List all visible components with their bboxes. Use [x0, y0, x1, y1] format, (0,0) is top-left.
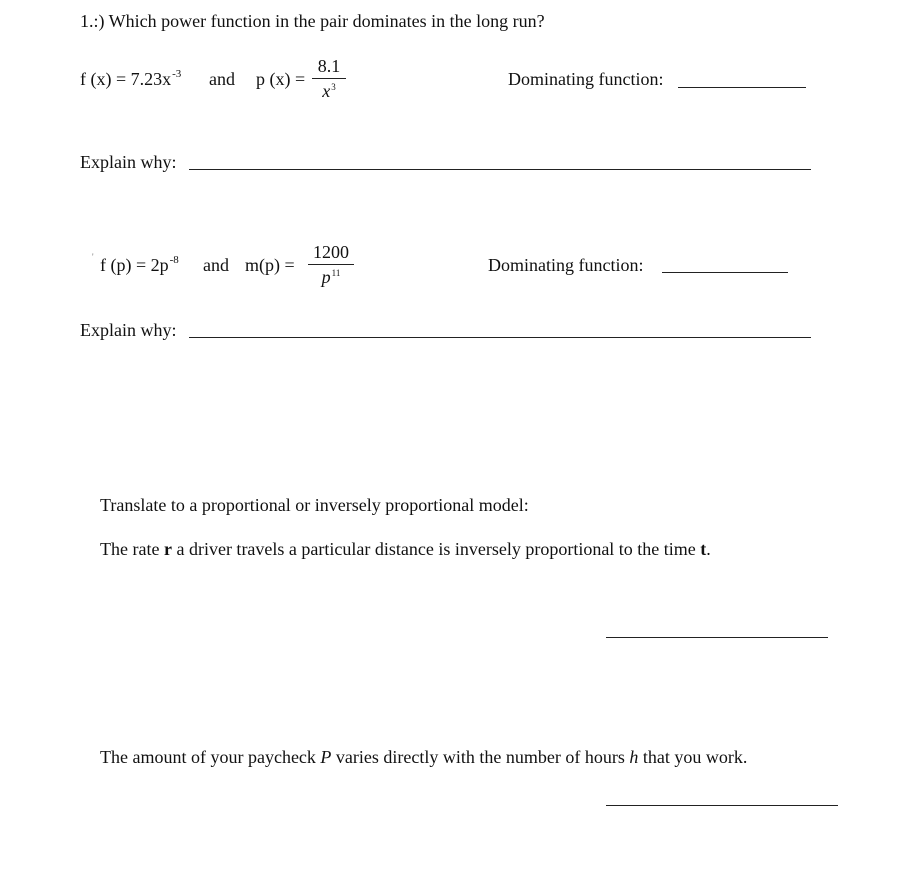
variable-P: P: [320, 747, 332, 767]
fraction-m-p-denominator: $p^{11}$: [321, 267, 341, 287]
function-f-p-exponent: -8: [169, 254, 179, 266]
and-text-b: and: [203, 255, 229, 275]
variable-h: h: [629, 747, 639, 767]
explain-label-a: Explain why:: [80, 152, 177, 172]
dominating-label-a: Dominating function:: [508, 69, 664, 89]
variable-t: t: [700, 539, 707, 559]
fraction-m-p-numerator: 1200: [313, 242, 349, 262]
fraction-m-p-bar: [308, 264, 354, 265]
function-f-p: [100, 256, 179, 274]
fraction-p-x: [312, 57, 346, 100]
dominating-answer-blank-a[interactable]: [678, 87, 806, 88]
model-answer-blank-1[interactable]: [606, 637, 828, 638]
explain-label-b: Explain why:: [80, 320, 177, 340]
function-f-x-exponent: -3: [172, 68, 182, 80]
stray-mark-b: ': [92, 252, 94, 262]
fraction-p-x-numerator: 8.1: [317, 56, 341, 76]
function-f-x: [80, 70, 181, 88]
explain-answer-blank-a[interactable]: [189, 169, 811, 170]
sentence-rate-time: The rate r a driver travels a particular distance is inversely proportional to the time t.: [100, 539, 711, 559]
sentence-paycheck-hours: The amount of your paycheck P varies directly with the number of hours h that you work.: [100, 747, 748, 767]
fraction-p-x-denominator: $x^3$: [322, 81, 336, 101]
function-m-p-label: m(p) =: [245, 255, 295, 275]
fraction-p-x-bar: [312, 78, 346, 79]
explain-answer-blank-b[interactable]: [189, 337, 811, 338]
model-answer-blank-2[interactable]: [606, 805, 838, 806]
dominating-answer-blank-b[interactable]: [662, 272, 788, 273]
and-text-a: and: [209, 69, 235, 89]
variable-r: r: [163, 539, 172, 559]
question-1-title: 1.:) Which power function in the pair dominates in the long run?: [80, 11, 545, 31]
dominating-label-b: Dominating function:: [488, 255, 644, 275]
function-f-x-base: f (x) = 7.23x: [80, 69, 172, 89]
question-2-title: Translate to a proportional or inversely proportional model:: [100, 495, 529, 515]
fraction-m-p: [308, 243, 354, 286]
function-p-x-label: p (x) =: [256, 69, 306, 89]
function-f-p-base: f (p) = 2p: [100, 255, 169, 275]
